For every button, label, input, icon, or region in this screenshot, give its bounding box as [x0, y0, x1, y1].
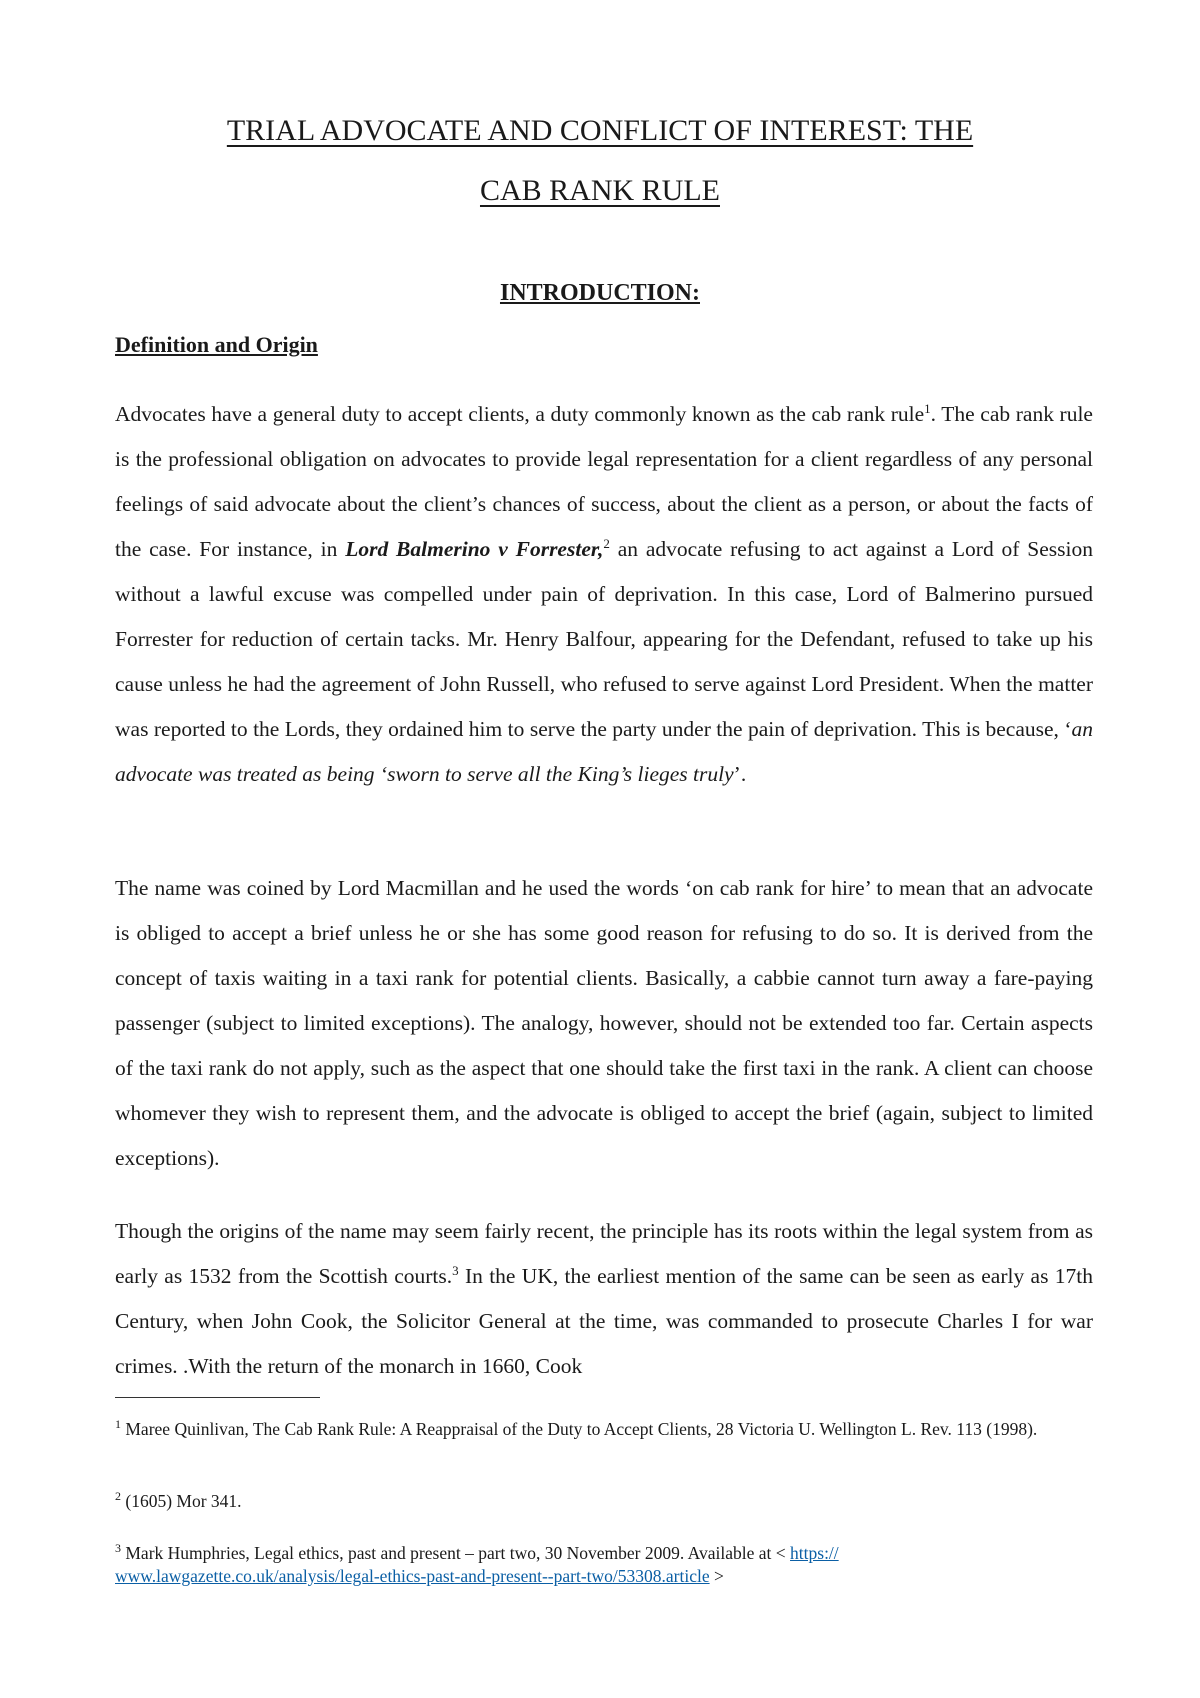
- footnote-2-number: 2: [115, 1489, 121, 1504]
- footnote-1-number: 1: [115, 1417, 121, 1432]
- footnote-2: [115, 1490, 1090, 1513]
- paragraph-1: [115, 392, 1093, 797]
- footnote-separator: [115, 1397, 320, 1398]
- case-name: Lord Balmerino v Forrester,: [345, 537, 604, 561]
- footnote-3-text-after: >: [709, 1566, 724, 1586]
- footnote-3-link[interactable]: https:// www.lawgazette.co.uk/analysis/legal-ethics-past-and-present--part-two/53308.article: [115, 1543, 839, 1586]
- footnote-3-text: Mark Humphries, Legal ethics, past and present – part two, 30 November 2009. Available at <: [125, 1543, 791, 1563]
- footnote-3-number: 3: [115, 1541, 121, 1556]
- paragraph-1-text-a: Advocates have a general duty to accept clients, a duty commonly known as the cab rank rule: [115, 402, 925, 426]
- italic-quote: an advocate was treated as being ‘sworn to serve all the King’s lieges truly: [115, 717, 1093, 786]
- paragraph-2: The name was coined by Lord Macmillan and he used the words ‘on cab rank for hire’ to mean that an advocate is obliged to accept a brief unless he or she has some good reason for refusing to do so. It is derived from the concept of taxis waiting in a taxi rank for potential clients. Basically, a cabbie cannot turn away a fare-paying passenger (subject to limited exceptions). The analogy, however, should not be extended too far. Certain aspects of the taxi rank do not apply, such as the aspect that one should take the first taxi in the rank. A client can choose whomever they wish to represent them, and the advocate is obliged to accept the brief (again, subject to limited exceptions).: [115, 876, 1093, 1170]
- footnote-1-text: Maree Quinlivan, The Cab Rank Rule: A Reappraisal of the Duty to Accept Clients, 28 Victoria U. Wellington L. Rev. 113 (1998).: [125, 1419, 1038, 1439]
- footnote-ref-1[interactable]: 1: [924, 400, 931, 416]
- paragraph-1-text-c: an advocate refusing to act against a Lord of Session without a lawful excuse was compelled under pain of deprivation. In this case, Lord of Balmerino pursued Forrester for reduction of certain tacks. Mr. Henry Balfour, appearing for the Defendant, refused to take up his cause unless he had the agreement of John Russell, who refused to serve against Lord President. When the matter was reported to the Lords, they ordained him to serve the party under the pain of deprivation. This is because, ‘: [115, 537, 1093, 741]
- footnote-1: [115, 1418, 1090, 1441]
- document-title-line-2: CAB RANK RULE: [479, 174, 720, 207]
- paragraph-3-text-a: Though the origins of the name may seem fairly recent, the principle has its roots within the legal system from as early as 1532 from the Scottish courts.: [115, 1219, 1093, 1288]
- subheading-definition-origin: Definition and Origin: [115, 332, 318, 357]
- footnote-ref-3[interactable]: 3: [452, 1262, 459, 1278]
- paragraph-3-text-b: In the UK, the earliest mention of the same can be seen as early as 17th Century, when John Cook, the Solicitor General at the time, was commanded to prosecute Charles I for war crimes. .With the return of the monarch in 1660, Cook: [115, 1264, 1093, 1378]
- paragraph-3: [115, 1209, 1093, 1389]
- footnote-2-text: (1605) Mor 341.: [125, 1491, 242, 1511]
- footnote-ref-2[interactable]: 2: [603, 535, 610, 551]
- footnote-3: [115, 1542, 1090, 1588]
- paragraph-1-text-d: ’.: [733, 762, 747, 786]
- paragraph-1-text-b: . The cab rank rule is the professional obligation on advocates to provide legal representation for a client regardless of any personal feelings of said advocate about the client’s chances of success, about the client as a person, or about the facts of the case. For instance, in: [115, 402, 1093, 561]
- document-title-line-1: TRIAL ADVOCATE AND CONFLICT OF INTEREST: THE: [226, 114, 974, 147]
- section-heading-introduction: INTRODUCTION:: [499, 280, 700, 306]
